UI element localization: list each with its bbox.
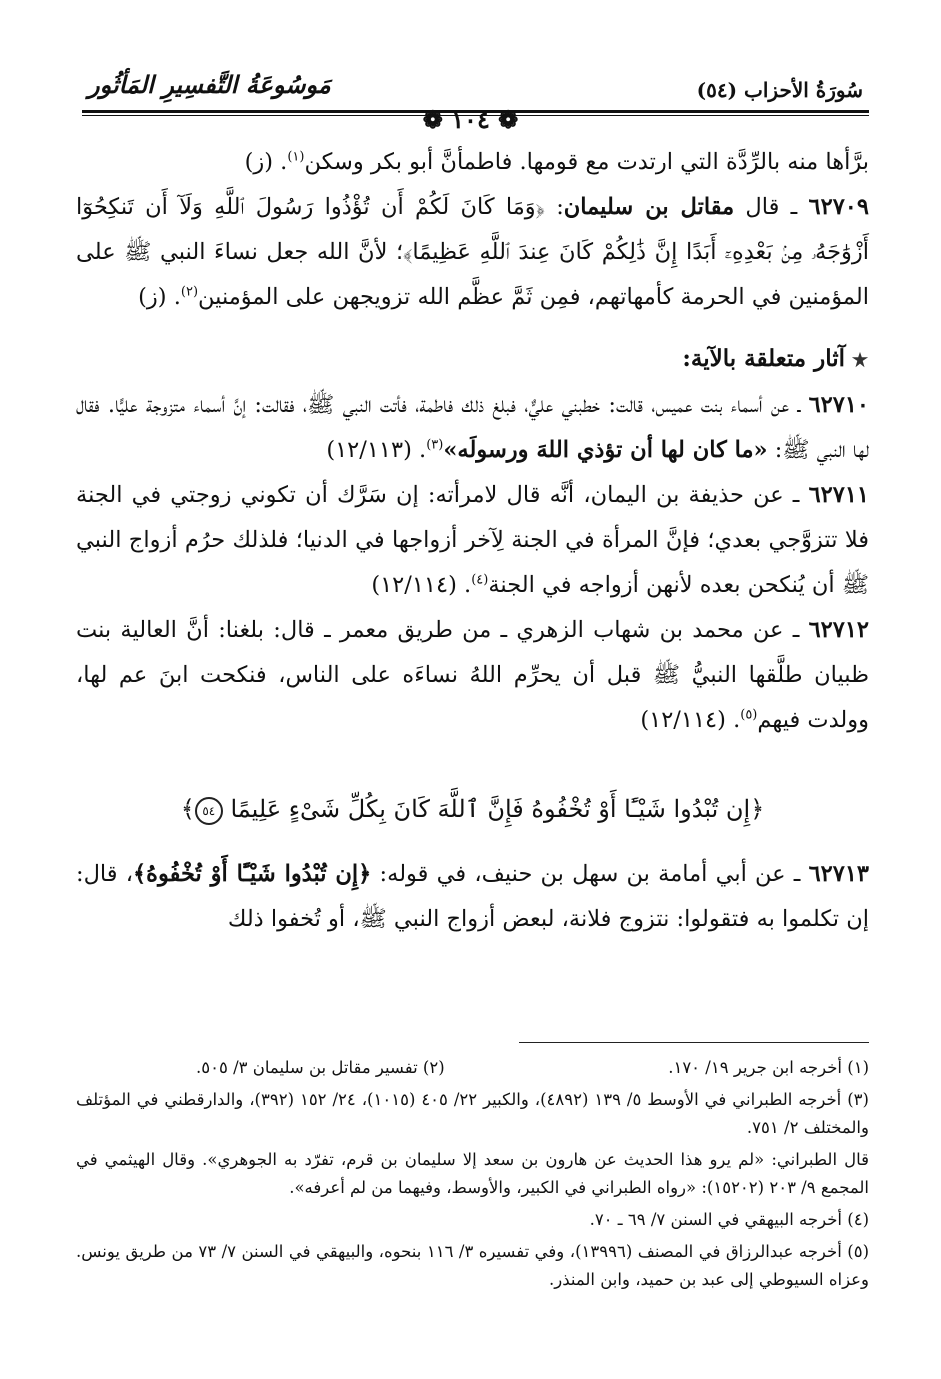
footnote-1: (١) أخرجه ابن جرير ١٩/ ١٧٠. (668, 1058, 869, 1077)
page-number: ❁ ١٠٤ ❁ (422, 105, 519, 134)
footnote-divider (519, 1042, 869, 1043)
footnote-ref[interactable]: (٥) (740, 707, 758, 723)
report-number: ٦٢٧١٠ (808, 392, 869, 418)
footnote-3-note: قال الطبراني: «لم يرو هذا الحديث عن هارون بن سعد إلا سليمان بن قرم، تفرّد به الجوهري». وقال الهيثمي في المجمع ٩/ ٢٠٣ (١٥٢٠٢): «رواه الطبراني في الكبير، والأوسط، وفيهما من لم أعرفه». (76, 1150, 869, 1197)
footnote-ref[interactable]: (١) (287, 149, 305, 165)
hadith-quote: «ما كان لها أن تؤذي اللهَ ورسولَه» (443, 437, 768, 463)
book-title: مَوسُوعَةُ التَّفسِيرِ المَأثُور (88, 70, 331, 99)
report-text: ـ عن حذيفة بن اليمان، أنَّه قال لامرأته: إن سَرَّك أن تكوني زوجتي في الجنة فلا تتزوَّجي بعدي؛ فإنَّ المرأة في الجنة لِآخر أزواجها في الدنيا؛ فلذلك حرُم أزواج النبي ﷺ أن يُنكحن بعده لأنهن أزواجه في الجنة (76, 482, 869, 598)
paragraph-text: برَّأها منه بالرِّدَّة التي ارتدت مع قومها. فاطمأنَّ أبو بكر وسكن (304, 149, 869, 175)
surah-title: سُورَةُ الأحزاب (٥٤) (696, 78, 863, 102)
footnote-5: (٥) أخرجه عبدالرزاق في المصنف (١٣٩٩٦)، وفي تفسيره ٣/ ١١٦ بنحوه، والبيهقي في السنن ٧/ ٧٣ من طريق يونس. وعزاه السيوطي إلى عبد بن حميد، وابن المنذر. (76, 1242, 869, 1289)
report-text-continued: ، قال: إن تكلموا به فتقولوا: نتزوج فلانة، لبعض أزواج النبي ﷺ، أو تُخفوا ذلك (76, 861, 869, 932)
report-ref: . (١٢/١١٤) (640, 707, 741, 733)
ornament-icon (851, 351, 869, 369)
section-heading (76, 336, 869, 381)
report-paragraph (76, 608, 869, 743)
report-ref: . (١٢/١١٣) (326, 437, 427, 463)
verse-text: ﴿إِن تُبْدُوا شَيْـًٔا أَوْ تُخْفُوهُ فَإِنَّ ٱللَّهَ كَانَ بِكُلِّ شَىْءٍ عَلِيمًا (230, 795, 765, 823)
footnotes (76, 1054, 869, 1298)
report-ref: . (١٢/١١٤) (371, 572, 472, 598)
footnote-2: (٢) تفسير مقاتل بن سليمان ٣/ ٥٠٥. (196, 1058, 445, 1077)
report-paragraph (76, 473, 869, 608)
footnote-4: (٤) أخرجه البيهقي في السنن ٧/ ٦٩ ـ ٧٠. (589, 1210, 869, 1229)
footnote-ref[interactable]: (٤) (471, 572, 489, 588)
footnote-ref[interactable]: (٣) (426, 437, 444, 453)
report-paragraph (76, 383, 869, 473)
report-number: ٦٢٧٠٩ (808, 194, 869, 220)
paragraph-lead: ـ قال (734, 194, 809, 220)
verse-number-icon: ٥٤ (195, 797, 223, 825)
report-number: ٦٢٧١٢ (808, 617, 869, 643)
paragraph (76, 185, 869, 320)
report-number: ٦٢٧١١ (808, 482, 869, 508)
section-title: آثار متعلقة بالآية: (682, 345, 845, 372)
report-text: ـ عن محمد بن شهاب الزهري ـ من طريق معمر ـ قال: بلغنا: أنَّ العالية بنت ظبيان طلَّقها النبيُّ ﷺ قبل أن يحرِّم اللهُ نساءَه على الناس، فنكحت ابنَ عم لها، وولدت فيهم (76, 617, 869, 733)
report-number: ٦٢٧١٣ (808, 861, 869, 887)
paragraph-tail: . (ز) (138, 284, 181, 310)
footnote-row (76, 1054, 869, 1082)
paragraph-text: : ﴿وَمَا كَانَ لَكُمْ أَن تُؤْذُوا رَسُولَ ٱللَّهِ وَلَآ أَن تَنكِحُوٓا أَزْوَٰجَهُۥ مِنۢ بَعْدِهِۦٓ أَبَدًا إِنَّ ذَٰلِكُمْ كَانَ عِندَ ٱللَّهِ عَظِيمًا﴾؛ لأنَّ الله جعل نساءَ النبي ﷺ على المؤمنين في الحرمة كأمهاتهم، فمِن ثَمَّ عظَّم الله تزويجهن على المؤمنين (76, 194, 869, 310)
narrator-name: مقاتل بن سليمان (563, 194, 735, 220)
quran-verse (76, 787, 869, 832)
report-text: ـ عن أبي أمامة بن سهل بن حنيف، في قوله: (371, 861, 809, 887)
paragraph-tail: . (ز) (244, 149, 288, 175)
footnote-3: (٣) أخرجه الطبراني في الأوسط ٥/ ١٣٩ (٤٨٩٢)، والكبير ٢٢/ ٤٠٥ (١٠١٥)، ٢٤/ ١٥٢ (٣٩٢)، والدارقطني في المؤتلف والمختلف ٢/ ٧٥١. (76, 1090, 869, 1137)
main-text (76, 140, 869, 942)
paragraph (76, 140, 869, 185)
verse-quote: ﴿إِن تُبْدُوا شَيْـًٔا أَوْ تُخْفُوهُ﴾ (133, 861, 372, 887)
footnote-ref[interactable]: (٢) (180, 284, 199, 300)
verse-close: ﴾ (180, 795, 195, 823)
report-paragraph (76, 852, 869, 942)
report-text: ـ عن أسماء بنت عميس، قالت: خطبني عليٌّ، فبلغ ذلك فاطمة، فأتت النبي ﷺ، فقالت: إنَّ أسماء متزوجة عليًّا. فقال لها النبي ﷺ: (76, 392, 869, 463)
